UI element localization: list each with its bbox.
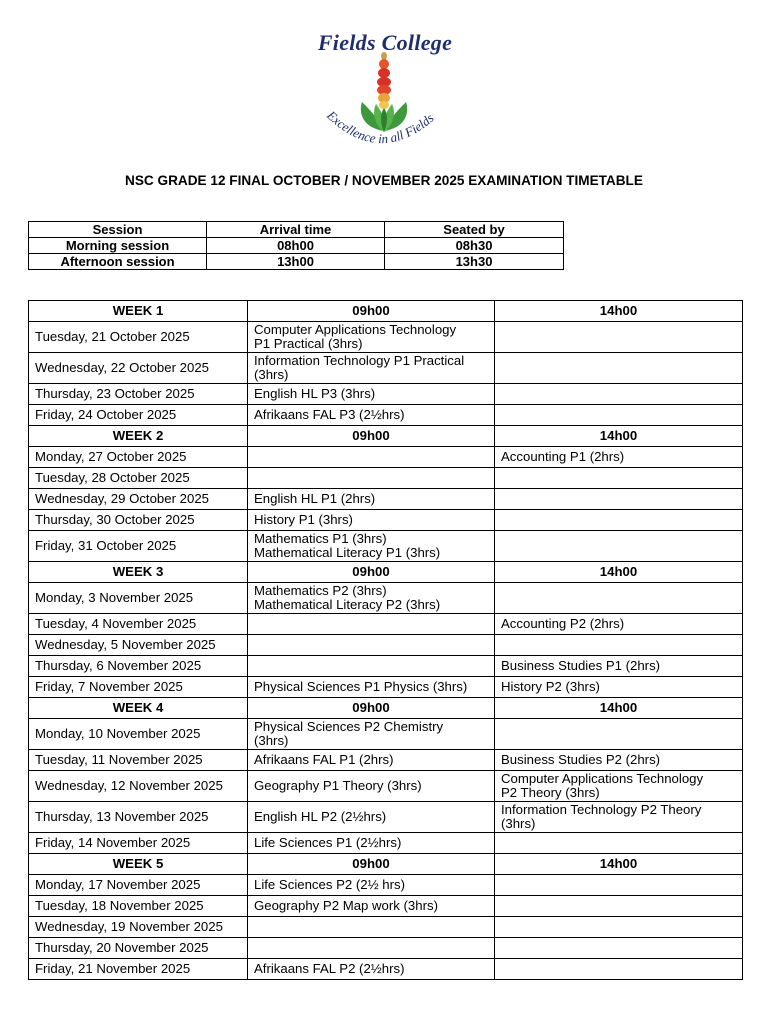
afternoon-exam bbox=[495, 771, 743, 802]
afternoon-exam bbox=[495, 959, 743, 980]
morning-slot-header: 09h00 bbox=[248, 301, 495, 322]
exam-day-row bbox=[29, 635, 743, 656]
afternoon-slot-header: 14h00 bbox=[495, 301, 743, 322]
exam-subject-line: History P2 (3hrs) bbox=[501, 679, 600, 694]
exam-day-row bbox=[29, 896, 743, 917]
afternoon-exam bbox=[495, 468, 743, 489]
exam-day-row bbox=[29, 531, 743, 562]
morning-exam bbox=[248, 510, 495, 531]
exam-day-row bbox=[29, 875, 743, 896]
exam-date: Friday, 24 October 2025 bbox=[29, 405, 248, 426]
exam-day-row bbox=[29, 959, 743, 980]
exam-date: Wednesday, 22 October 2025 bbox=[29, 353, 248, 384]
exam-subject-line: Geography P2 Map work (3hrs) bbox=[254, 898, 438, 913]
exam-subject-line: Information Technology P2 Theory bbox=[501, 802, 702, 817]
exam-subject-line: Computer Applications Technology bbox=[501, 771, 704, 786]
arrival-time: 13h00 bbox=[207, 254, 385, 270]
week-label: WEEK 3 bbox=[29, 562, 248, 583]
afternoon-exam bbox=[495, 635, 743, 656]
morning-slot-header: 09h00 bbox=[248, 698, 495, 719]
exam-date: Wednesday, 5 November 2025 bbox=[29, 635, 248, 656]
flower-spike bbox=[377, 52, 391, 109]
morning-exam bbox=[248, 468, 495, 489]
exam-subject-line: (3hrs) bbox=[254, 367, 289, 382]
exam-date: Monday, 27 October 2025 bbox=[29, 447, 248, 468]
afternoon-exam bbox=[495, 614, 743, 635]
logo-name: Fields College bbox=[317, 30, 453, 55]
morning-slot-header: 09h00 bbox=[248, 854, 495, 875]
morning-exam bbox=[248, 719, 495, 750]
exam-date: Tuesday, 21 October 2025 bbox=[29, 322, 248, 353]
exam-subject-line: Business Studies P2 (2hrs) bbox=[501, 752, 661, 767]
exam-subject-line: English HL P2 (2½hrs) bbox=[254, 809, 387, 824]
exam-date: Tuesday, 18 November 2025 bbox=[29, 896, 248, 917]
exam-subject-line: Mathematics P1 (3hrs) bbox=[254, 531, 387, 546]
afternoon-slot-header: 14h00 bbox=[495, 698, 743, 719]
week-header-row bbox=[29, 698, 743, 719]
exam-date: Thursday, 23 October 2025 bbox=[29, 384, 248, 405]
exam-date: Tuesday, 28 October 2025 bbox=[29, 468, 248, 489]
afternoon-slot-header: 14h00 bbox=[495, 562, 743, 583]
week-label: WEEK 5 bbox=[29, 854, 248, 875]
morning-exam bbox=[248, 959, 495, 980]
exam-date: Thursday, 13 November 2025 bbox=[29, 802, 248, 833]
morning-exam bbox=[248, 322, 495, 353]
exam-subject-line: Mathematical Literacy P2 (3hrs) bbox=[254, 597, 441, 612]
afternoon-exam bbox=[495, 447, 743, 468]
afternoon-exam bbox=[495, 875, 743, 896]
exam-subject-line: (3hrs) bbox=[501, 816, 536, 831]
exam-date: Thursday, 30 October 2025 bbox=[29, 510, 248, 531]
exam-date: Friday, 7 November 2025 bbox=[29, 677, 248, 698]
morning-exam bbox=[248, 384, 495, 405]
afternoon-exam bbox=[495, 322, 743, 353]
exam-subject-line: Afrikaans FAL P1 (2hrs) bbox=[254, 752, 394, 767]
week-label: WEEK 2 bbox=[29, 426, 248, 447]
exam-subject-line: P2 Theory (3hrs) bbox=[501, 785, 600, 800]
morning-exam bbox=[248, 656, 495, 677]
logo-motto: Excellence in all Fields bbox=[324, 107, 437, 147]
seated-time: 08h30 bbox=[385, 238, 564, 254]
afternoon-exam bbox=[495, 583, 743, 614]
exam-subject-line: English HL P1 (2hrs) bbox=[254, 491, 376, 506]
exam-day-row bbox=[29, 489, 743, 510]
morning-exam bbox=[248, 802, 495, 833]
college-logo bbox=[300, 28, 470, 158]
morning-exam bbox=[248, 405, 495, 426]
exam-day-row bbox=[29, 917, 743, 938]
afternoon-exam bbox=[495, 750, 743, 771]
arrival-header: Arrival time bbox=[207, 222, 385, 238]
exam-date: Monday, 10 November 2025 bbox=[29, 719, 248, 750]
exam-day-row bbox=[29, 447, 743, 468]
seated-time: 13h30 bbox=[385, 254, 564, 270]
session-name: Morning session bbox=[29, 238, 207, 254]
exam-subject-line: Computer Applications Technology bbox=[254, 322, 457, 337]
exam-day-row bbox=[29, 771, 743, 802]
exam-day-row bbox=[29, 750, 743, 771]
exam-date: Wednesday, 29 October 2025 bbox=[29, 489, 248, 510]
week-label: WEEK 4 bbox=[29, 698, 248, 719]
week-header-row bbox=[29, 854, 743, 875]
exam-date: Monday, 17 November 2025 bbox=[29, 875, 248, 896]
exam-subject-line: Physical Sciences P2 Chemistry bbox=[254, 719, 444, 734]
morning-slot-header: 09h00 bbox=[248, 562, 495, 583]
session-row bbox=[29, 238, 564, 254]
exam-day-row bbox=[29, 322, 743, 353]
morning-exam bbox=[248, 353, 495, 384]
afternoon-exam bbox=[495, 938, 743, 959]
afternoon-exam bbox=[495, 833, 743, 854]
exam-subject-line: Geography P1 Theory (3hrs) bbox=[254, 778, 422, 793]
week-header-row bbox=[29, 426, 743, 447]
morning-exam bbox=[248, 447, 495, 468]
exam-day-row bbox=[29, 719, 743, 750]
exam-subject-line: P1 Practical (3hrs) bbox=[254, 336, 363, 351]
exam-subject-line: Afrikaans FAL P3 (2½hrs) bbox=[254, 407, 405, 422]
document-title: NSC GRADE 12 FINAL OCTOBER / NOVEMBER 2025 EXAMINATION TIMETABLE bbox=[125, 173, 643, 188]
morning-exam bbox=[248, 875, 495, 896]
morning-exam bbox=[248, 489, 495, 510]
exam-day-row bbox=[29, 583, 743, 614]
morning-exam bbox=[248, 771, 495, 802]
session-header: Session bbox=[29, 222, 207, 238]
exam-subject-line: (3hrs) bbox=[254, 733, 289, 748]
exam-date: Monday, 3 November 2025 bbox=[29, 583, 248, 614]
morning-exam bbox=[248, 635, 495, 656]
exam-day-row bbox=[29, 614, 743, 635]
exam-timetable bbox=[28, 300, 743, 980]
afternoon-exam bbox=[495, 510, 743, 531]
exam-day-row bbox=[29, 468, 743, 489]
exam-subject-line: English HL P3 (3hrs) bbox=[254, 386, 376, 401]
morning-exam bbox=[248, 750, 495, 771]
morning-exam bbox=[248, 896, 495, 917]
exam-day-row bbox=[29, 405, 743, 426]
seated-header: Seated by bbox=[385, 222, 564, 238]
afternoon-exam bbox=[495, 405, 743, 426]
morning-exam bbox=[248, 917, 495, 938]
exam-subject-line: Life Sciences P2 (2½ hrs) bbox=[254, 877, 405, 892]
afternoon-exam bbox=[495, 677, 743, 698]
exam-subject-line: History P1 (3hrs) bbox=[254, 512, 353, 527]
exam-date: Tuesday, 4 November 2025 bbox=[29, 614, 248, 635]
exam-subject-line: Mathematical Literacy P1 (3hrs) bbox=[254, 545, 441, 560]
exam-date: Friday, 31 October 2025 bbox=[29, 531, 248, 562]
exam-subject-line: Information Technology P1 Practical bbox=[254, 353, 465, 368]
exam-day-row bbox=[29, 510, 743, 531]
exam-subject-line: Business Studies P1 (2hrs) bbox=[501, 658, 661, 673]
exam-subject-line: Afrikaans FAL P2 (2½hrs) bbox=[254, 961, 405, 976]
afternoon-exam bbox=[495, 896, 743, 917]
exam-date: Friday, 21 November 2025 bbox=[29, 959, 248, 980]
exam-day-row bbox=[29, 938, 743, 959]
afternoon-exam bbox=[495, 489, 743, 510]
exam-day-row bbox=[29, 656, 743, 677]
arrival-time: 08h00 bbox=[207, 238, 385, 254]
exam-date: Tuesday, 11 November 2025 bbox=[29, 750, 248, 771]
exam-date: Thursday, 20 November 2025 bbox=[29, 938, 248, 959]
week-header-row bbox=[29, 562, 743, 583]
afternoon-slot-header: 14h00 bbox=[495, 854, 743, 875]
session-table bbox=[28, 221, 564, 270]
exam-subject-line: Accounting P1 (2hrs) bbox=[501, 449, 625, 464]
exam-day-row bbox=[29, 833, 743, 854]
morning-exam bbox=[248, 583, 495, 614]
afternoon-exam bbox=[495, 656, 743, 677]
afternoon-exam bbox=[495, 353, 743, 384]
morning-exam bbox=[248, 677, 495, 698]
exam-day-row bbox=[29, 677, 743, 698]
morning-exam bbox=[248, 938, 495, 959]
afternoon-exam bbox=[495, 384, 743, 405]
exam-subject-line: Accounting P2 (2hrs) bbox=[501, 616, 625, 631]
exam-date: Friday, 14 November 2025 bbox=[29, 833, 248, 854]
afternoon-slot-header: 14h00 bbox=[495, 426, 743, 447]
exam-date: Wednesday, 19 November 2025 bbox=[29, 917, 248, 938]
exam-date: Thursday, 6 November 2025 bbox=[29, 656, 248, 677]
exam-subject-line: Life Sciences P1 (2½hrs) bbox=[254, 835, 402, 850]
exam-day-row bbox=[29, 802, 743, 833]
timetable-body bbox=[29, 301, 743, 980]
week-label: WEEK 1 bbox=[29, 301, 248, 322]
session-row bbox=[29, 254, 564, 270]
exam-date: Wednesday, 12 November 2025 bbox=[29, 771, 248, 802]
morning-exam bbox=[248, 531, 495, 562]
morning-slot-header: 09h00 bbox=[248, 426, 495, 447]
afternoon-exam bbox=[495, 531, 743, 562]
afternoon-exam bbox=[495, 917, 743, 938]
morning-exam bbox=[248, 833, 495, 854]
exam-day-row bbox=[29, 384, 743, 405]
morning-exam bbox=[248, 614, 495, 635]
session-header-row bbox=[29, 222, 564, 238]
week-header-row bbox=[29, 301, 743, 322]
exam-subject-line: Mathematics P2 (3hrs) bbox=[254, 583, 387, 598]
exam-day-row bbox=[29, 353, 743, 384]
afternoon-exam bbox=[495, 802, 743, 833]
exam-subject-line: Physical Sciences P1 Physics (3hrs) bbox=[254, 679, 468, 694]
afternoon-exam bbox=[495, 719, 743, 750]
session-name: Afternoon session bbox=[29, 254, 207, 270]
